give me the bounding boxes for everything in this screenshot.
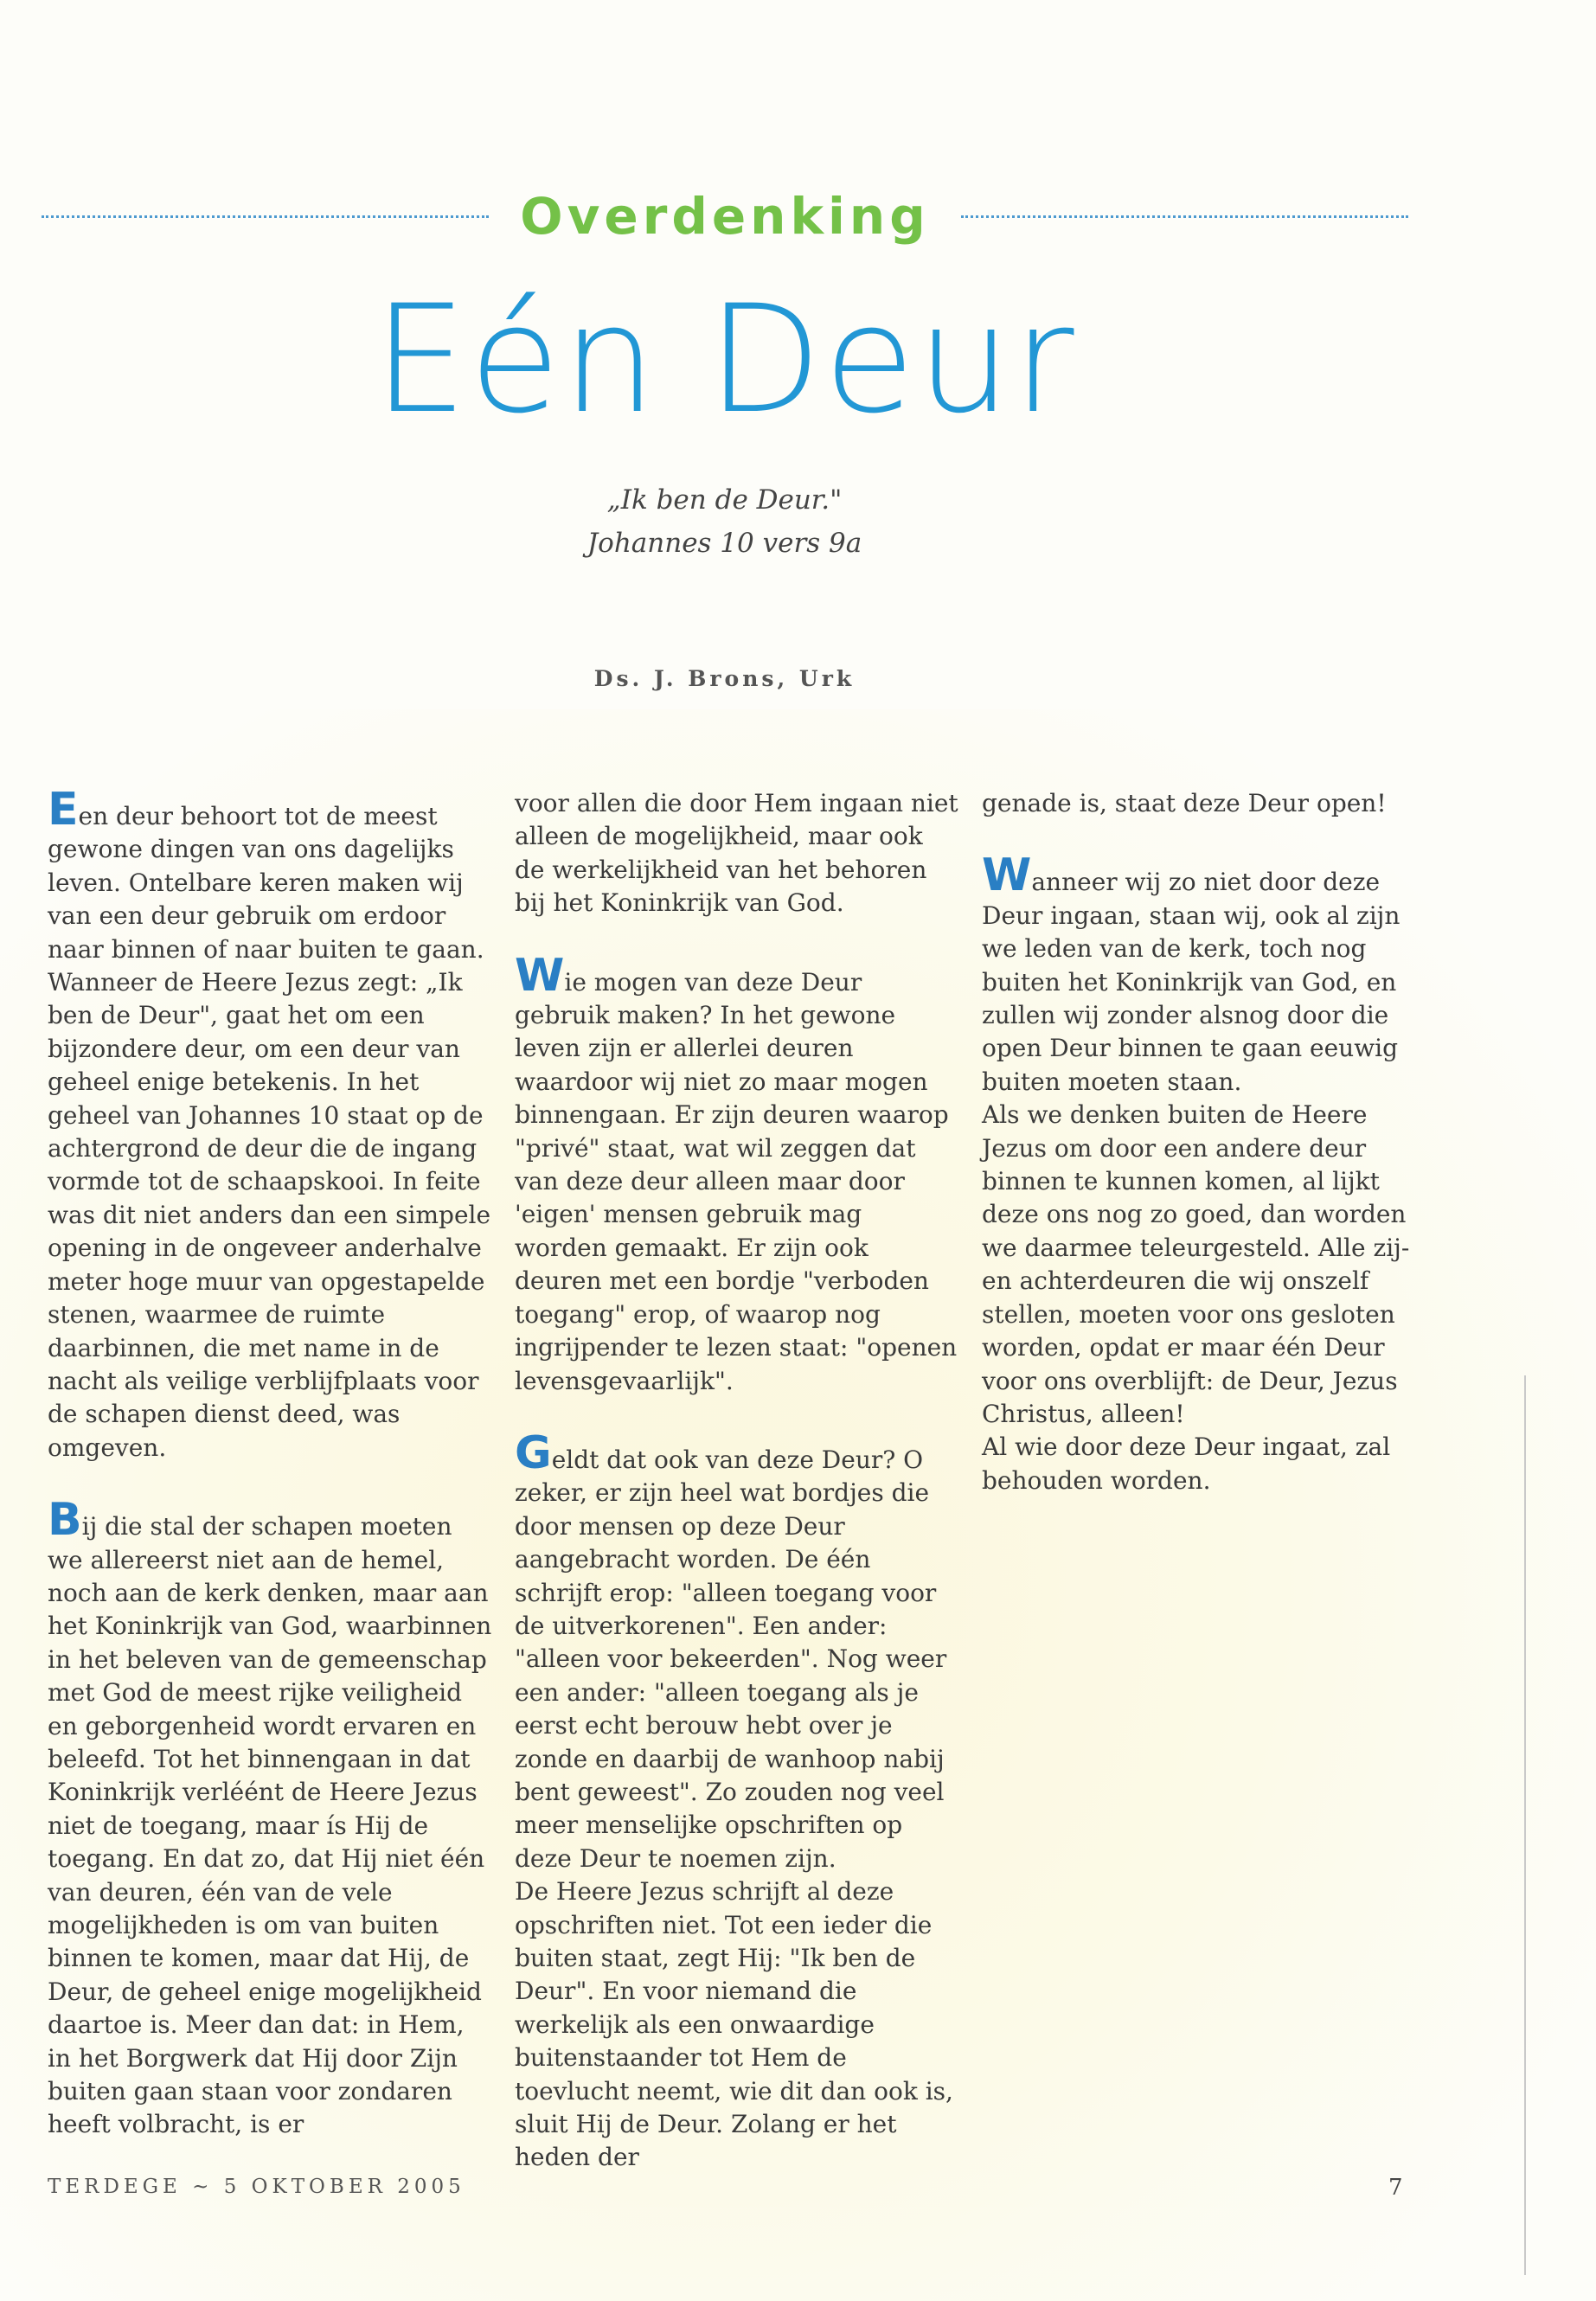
paragraph: [982, 1099, 1427, 1431]
paragraph: [515, 1875, 960, 2175]
paragraph: [48, 1494, 493, 2142]
paragraph-text: genade is, staat deze Deur open!: [982, 789, 1387, 817]
text-column-2: [515, 787, 960, 2208]
bible-reference: Johannes 10 vers 9a: [586, 528, 862, 559]
text-column-3: [982, 787, 1427, 1530]
drop-cap: B: [48, 1494, 82, 1547]
drop-cap: G: [515, 1426, 552, 1479]
section-kicker: Overdenking: [520, 187, 930, 246]
paragraph-text: ie mogen van deze Deur gebruik maken? In het gewone leven zijn er allerlei deuren waardoor wij niet zo maar mogen binnengaan. Er zijn deuren waarop "privé" staat, wat wil zeggen dat van deze deur alleen maar door 'eigen' mensen gebruik mag worden gemaakt. Er zijn ook deuren met een bordje "verboden toegang" erop, of waarop nog ingrijpender te lezen staat: "openen levensgevaarlijk".: [515, 967, 958, 1395]
section-header: [42, 182, 1408, 251]
paragraph-text: eldt dat ook van deze Deur? O zeker, er zijn heel wat bordjes die door mensen op deze Deur aangebracht worden. De één schrijft erop: "alleen toegang voor de uitverkorenen". Een ander: "alleen voor bekeerden". Nog weer een ander: "alleen toegang als je eerst echt berouw hebt over je zonde en daarbij de wanhoop nabij bent geweest". Zo zouden nog veel meer menselijke opschriften op deze Deur te noemen zijn.: [515, 1445, 947, 1873]
paragraph-text: De Heere Jezus schrijft al deze opschriften niet. Tot een ieder die buiten staat, zegt Hij: "Ik ben de Deur". En voor niemand die werkelijk als een onwaardige buitenstaander tot Hem de toevlucht neemt, wie dit dan ook is, sluit Hij de Deur. Zolang er het heden der: [515, 1877, 953, 2172]
dotted-rule-left: [42, 215, 489, 218]
bible-quote: „Ik ben de Deur.": [606, 484, 843, 516]
paragraph: [515, 1426, 960, 1875]
text-column-1: [48, 784, 493, 2175]
drop-cap: W: [515, 949, 565, 1002]
paragraph: [982, 849, 1427, 1099]
drop-cap: E: [48, 784, 79, 836]
paragraph-text: Al wie door deze Deur ingaat, zal behouden worden.: [982, 1433, 1391, 1495]
paragraph-text: voor allen die door Hem ingaan niet alleen de mogelijkheid, maar ook de werkelijkheid van het behoren bij het Koninkrijk van God.: [515, 789, 958, 918]
paragraph: [48, 784, 493, 1465]
paragraph-text: anneer wij zo niet door deze Deur ingaan, staan wij, ook al zijn we leden van de kerk, toch nog buiten het Koninkrijk van God, en zullen wij zonder alsnog door die open Deur binnen te gaan eeuwig buiten moeten staan.: [982, 868, 1401, 1096]
paragraph: [982, 787, 1427, 820]
paragraph: [515, 787, 960, 920]
author-byline: Ds. J. Brons, Urk: [593, 666, 856, 691]
paragraph-text: en deur behoort tot de meest gewone dingen van ons dagelijks leven. Ontelbare keren maken wij van een deur gebruik om erdoor naar binnen of naar buiten te gaan. Wanneer de Heere Jezus zegt: „Ik ben de Deur", gaat het om een bijzondere deur, om een deur van geheel enige betekenis. In het geheel van Johannes 10 staat op de achtergrond de deur die de ingang vormde tot de schaapskooi. In feite was dit niet anders dan een simpele opening in de ongeveer anderhalve meter hoge muur van opgestapelde stenen, waarmee de ruimte daarbinnen, die met name in de nacht als veilige verblijfplaats voor de schapen dienst deed, was omgeven.: [48, 802, 491, 1462]
article-title: Eén Deur: [373, 272, 1076, 446]
paragraph: [515, 949, 960, 1398]
drop-cap: W: [982, 849, 1032, 902]
dotted-rule-right: [961, 215, 1408, 218]
page-edge-line: [1524, 1375, 1526, 2275]
publication-footer: TERDEGE ~ 5 OKTOBER 2005: [48, 2176, 465, 2198]
paragraph-text: Als we denken buiten de Heere Jezus om door een andere deur binnen te kunnen komen, al lijkt deze ons nog zo goed, dan worden we daarmee teleurgesteld. Alle zij- en achterdeuren die wij onszelf stellen, moeten voor ons gesloten worden, opdat er maar één Deur voor ons overblijft: de Deur, Jezus Christus, alleen!: [982, 1100, 1410, 1428]
paragraph: [982, 1431, 1427, 1497]
page-number: 7: [1388, 2175, 1403, 2201]
paragraph-text: ij die stal der schapen moeten we allereerst niet aan de hemel, noch aan de kerk denken, maar aan het Koninkrijk van God, waarbinnen in het beleven van de gemeenschap met God de meest rijke veiligheid en geborgenheid wordt ervaren en beleefd. Tot het binnengaan in dat Koninkrijk verléént de Heere Jezus niet de toegang, maar ís Hij de toegang. En dat zo, dat Hij niet één van deuren, één van de vele mogelijkheden is om van buiten binnen te komen, maar dat Hij, de Deur, de geheel enige mogelijkheid daartoe is. Meer dan dat: in Hem, in het Borgwerk dat Hij door Zijn buiten gaan staan voor zondaren heeft volbracht, is er: [48, 1512, 492, 2139]
